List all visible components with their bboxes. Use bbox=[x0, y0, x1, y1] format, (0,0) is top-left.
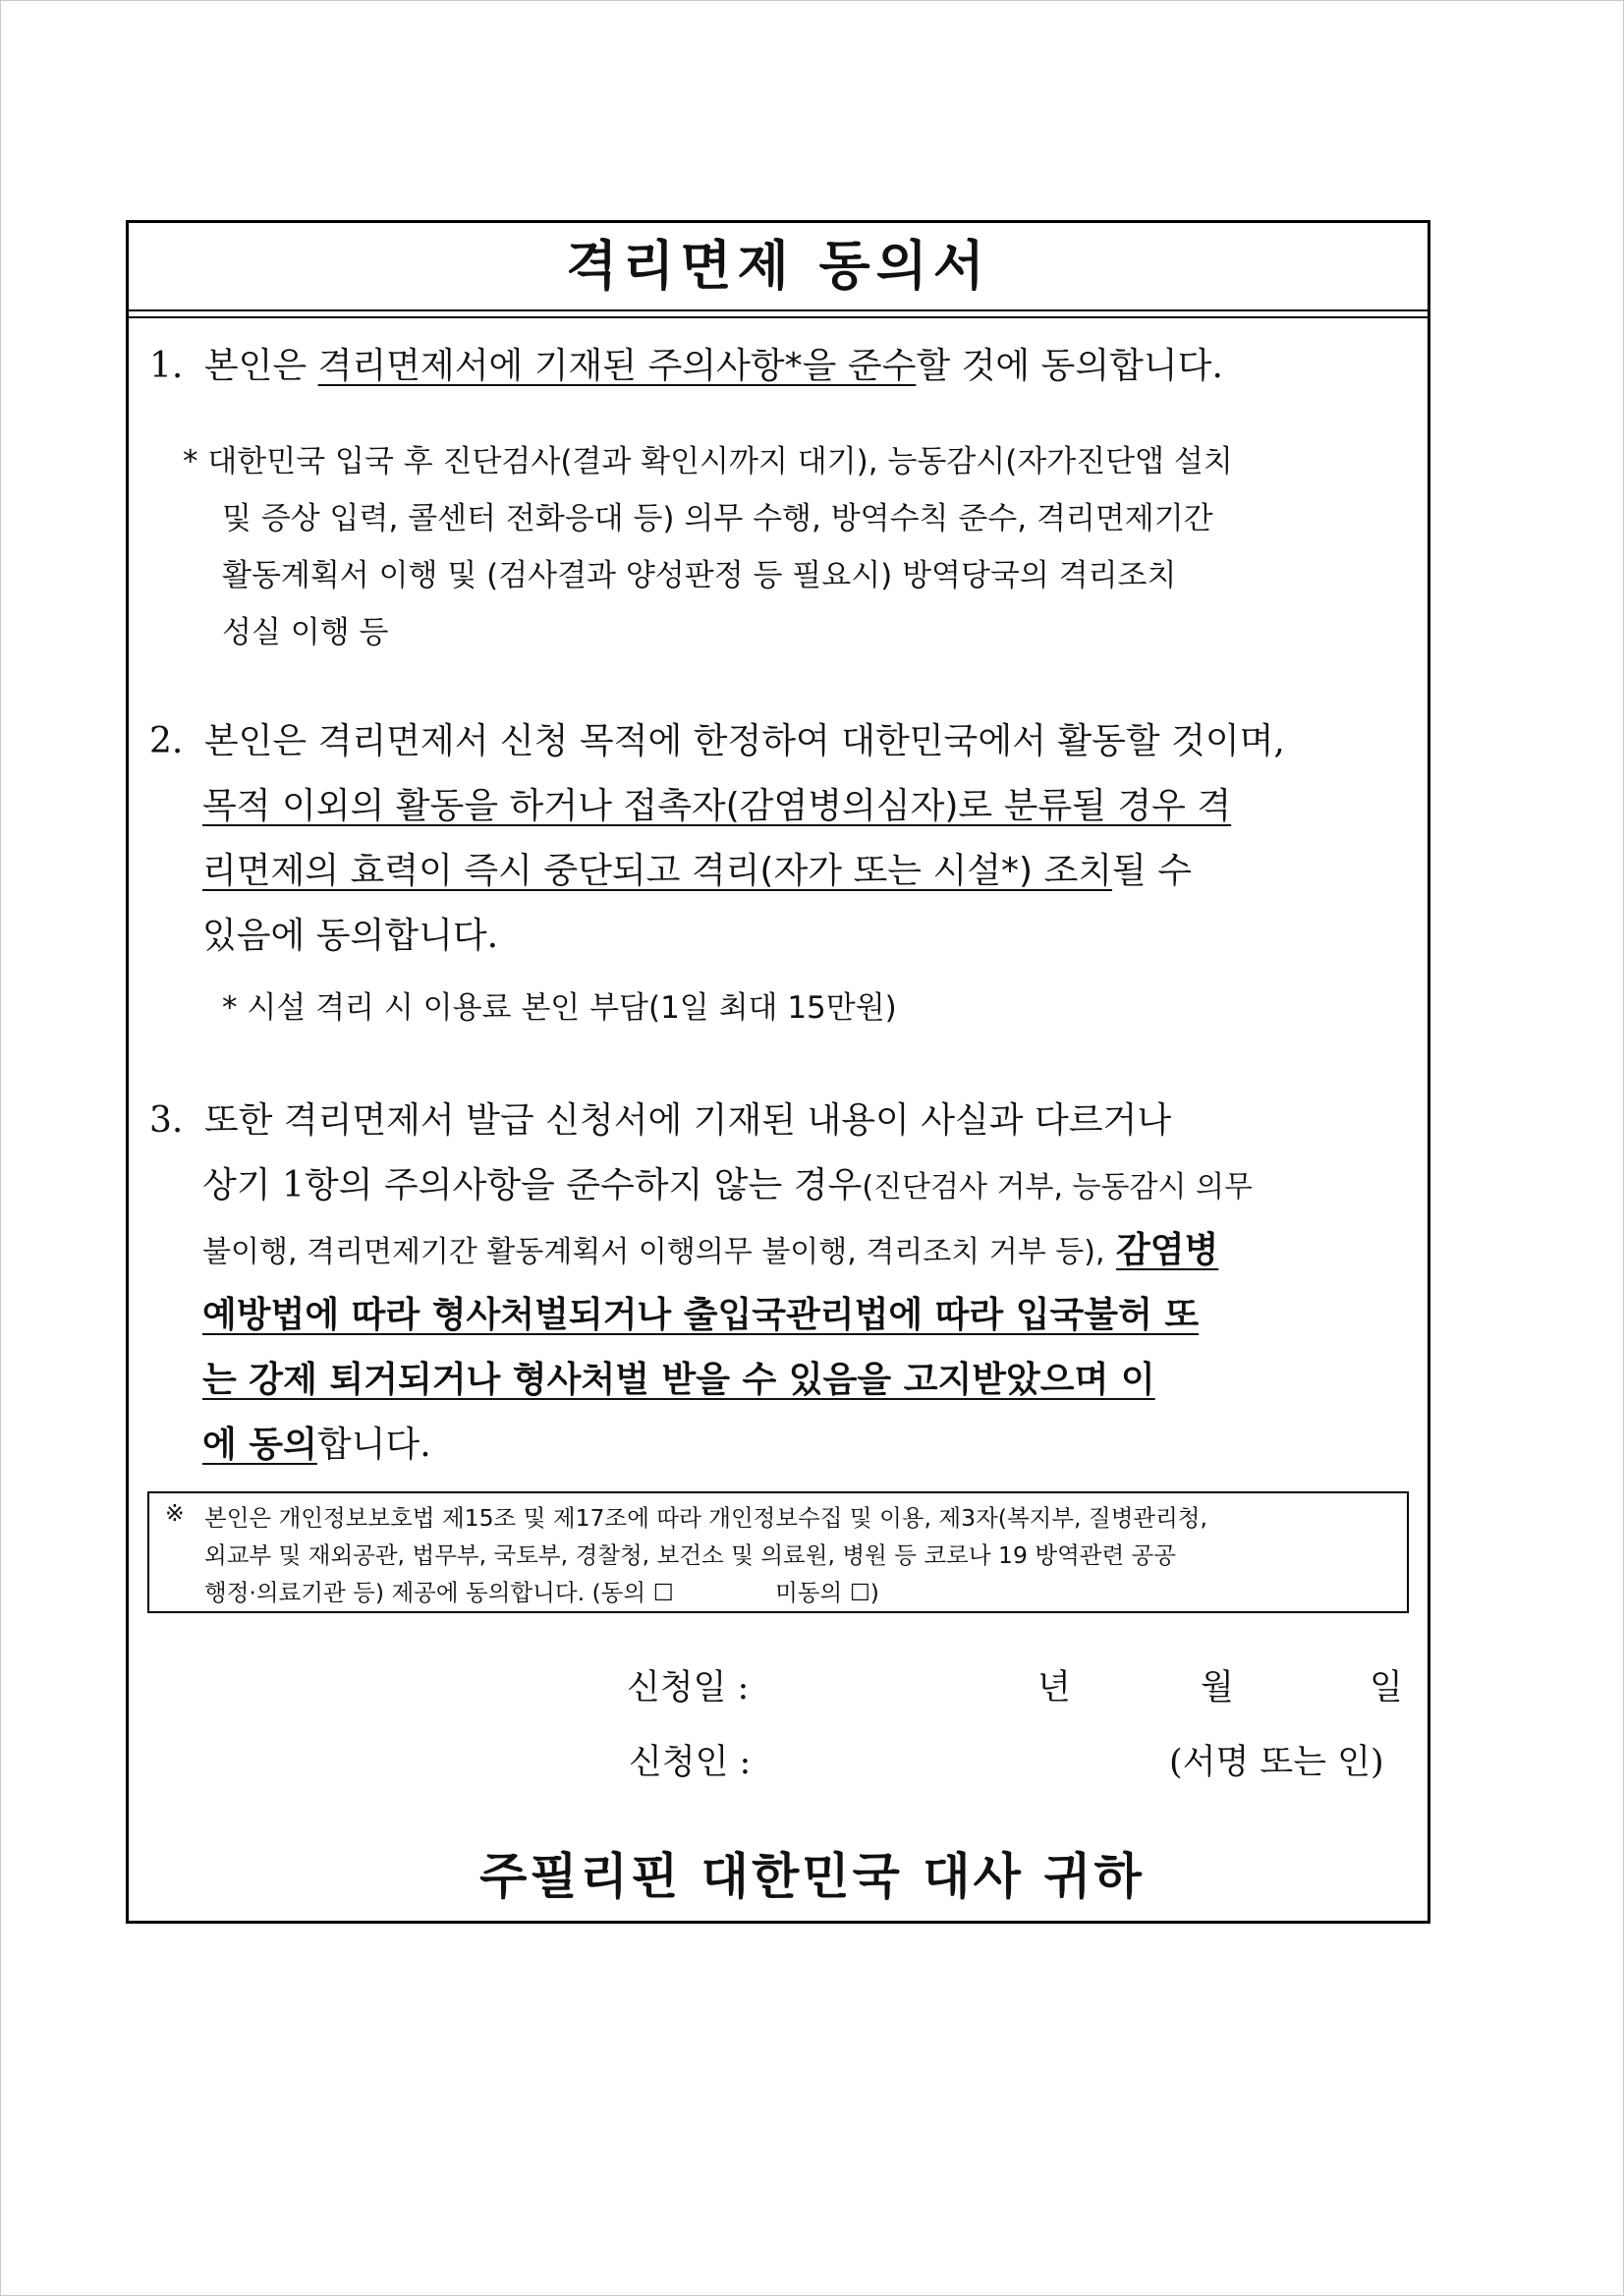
item1-pre: 본인은 bbox=[203, 346, 318, 386]
date-label: 신청일 : bbox=[627, 1668, 750, 1708]
item3-line1 bbox=[149, 1092, 1171, 1143]
item3-line3-small: 불이행, 격리면제기간 활동계획서 이행의무 불이행, 격리조치 거부 등), bbox=[202, 1235, 1105, 1269]
item1-note-line2: 및 증상 입력, 콜센터 전화응대 등) 의무 수행, 방역수칙 준수, 격리면제기간 bbox=[222, 501, 1213, 536]
item1-underlined: 격리면제서에 기재된 주의사항*을 준수 bbox=[317, 346, 917, 386]
item2-line3 bbox=[202, 843, 1192, 893]
item3-line2-small: (진단검사 거부, 능동감시 의무 bbox=[862, 1170, 1253, 1204]
item3-line6 bbox=[202, 1417, 431, 1467]
disagree-label: 미동의 bbox=[775, 1579, 843, 1606]
item2-line1-text: 본인은 격리면제서 신청 목적에 한정하여 대한민국에서 활동할 것이며, bbox=[203, 721, 1285, 761]
item1-line bbox=[149, 338, 1223, 388]
notice-close-paren: ) bbox=[869, 1579, 879, 1606]
signature-hint: (서명 또는 인) bbox=[1169, 1743, 1384, 1782]
item2-line4: 있음에 동의합니다. bbox=[202, 916, 499, 956]
item3-line2 bbox=[202, 1157, 1253, 1207]
item2-line3-underlined: 리면제의 효력이 즉시 중단되고 격리(자가 또는 시설*) 조치 bbox=[202, 851, 1113, 891]
item1-number: 1. bbox=[149, 346, 184, 386]
item1-note-line1: * 대한민국 입국 후 진단검사(결과 확인시까지 대기), 능동감시(자가진단앱 설치 bbox=[183, 444, 1233, 479]
item3-line5: 는 강제 퇴거되거나 형사처벌 받을 수 있음을 고지받았으며 이 bbox=[202, 1360, 1155, 1400]
privacy-notice-line3-text: 행정·의료기관 등) 제공에 동의합니다. (동의 bbox=[204, 1579, 646, 1606]
disagree-checkbox[interactable]: ☐ bbox=[849, 1579, 870, 1606]
privacy-notice-line2: 외교부 및 재외공관, 법무부, 국토부, 경찰청, 보건소 및 의료원, 병원 등 코로나 19 방역관련 공공 bbox=[204, 1541, 1177, 1569]
item2-note: * 시설 격리 시 이용료 본인 부담(1일 최대 15만원) bbox=[222, 990, 897, 1026]
month-label: 월 bbox=[1201, 1668, 1234, 1708]
item1-note-line4: 성실 이행 등 bbox=[222, 615, 389, 650]
item3-line1-text: 또한 격리면제서 발급 신청서에 기재된 내용이 사실과 다르거나 bbox=[203, 1100, 1172, 1141]
item2-line2: 목적 이외의 활동을 하거나 접촉자(감염병의심자)로 분류될 경우 격 bbox=[202, 786, 1232, 826]
privacy-notice-line3 bbox=[204, 1574, 879, 1607]
item3-line3 bbox=[202, 1222, 1218, 1272]
privacy-notice-line1: 본인은 개인정보보호법 제15조 및 제17조에 따라 개인정보수집 및 이용, 제3자(복지부, 질병관리청, bbox=[204, 1504, 1207, 1532]
year-label: 년 bbox=[1037, 1668, 1071, 1708]
privacy-notice-mark: ※ bbox=[165, 1499, 185, 1527]
document-title: 격리면제 동의서 bbox=[566, 235, 990, 297]
title-divider-top bbox=[129, 309, 1428, 311]
item3-line6-post: 합니다. bbox=[316, 1425, 431, 1465]
item2-line1 bbox=[149, 713, 1285, 763]
item1-note-line3: 활동계획서 이행 및 (검사결과 양성판정 등 필요시) 방역당국의 격리조치 bbox=[222, 558, 1177, 593]
item3-line4: 예방법에 따라 형사처벌되거나 출입국관리법에 따라 입국불허 또 bbox=[202, 1295, 1200, 1335]
day-label: 일 bbox=[1370, 1668, 1403, 1708]
item1-post: 할 것에 동의합니다. bbox=[916, 346, 1223, 386]
item3-line3-underlined: 감염병 bbox=[1115, 1230, 1219, 1270]
item2-number: 2. bbox=[149, 721, 184, 761]
agree-checkbox[interactable]: ☐ bbox=[652, 1579, 674, 1606]
applicant-label: 신청인 : bbox=[629, 1743, 752, 1782]
item2-line3-post: 될 수 bbox=[1112, 851, 1193, 891]
item3-line6-underlined: 에 동의 bbox=[202, 1425, 317, 1465]
title-divider-bottom bbox=[129, 316, 1428, 318]
item3-line2-main: 상기 1항의 주의사항을 준수하지 않는 경우 bbox=[202, 1165, 863, 1205]
addressee: 주필리핀 대한민국 대사 귀하 bbox=[479, 1848, 1145, 1905]
item3-number: 3. bbox=[149, 1100, 184, 1141]
